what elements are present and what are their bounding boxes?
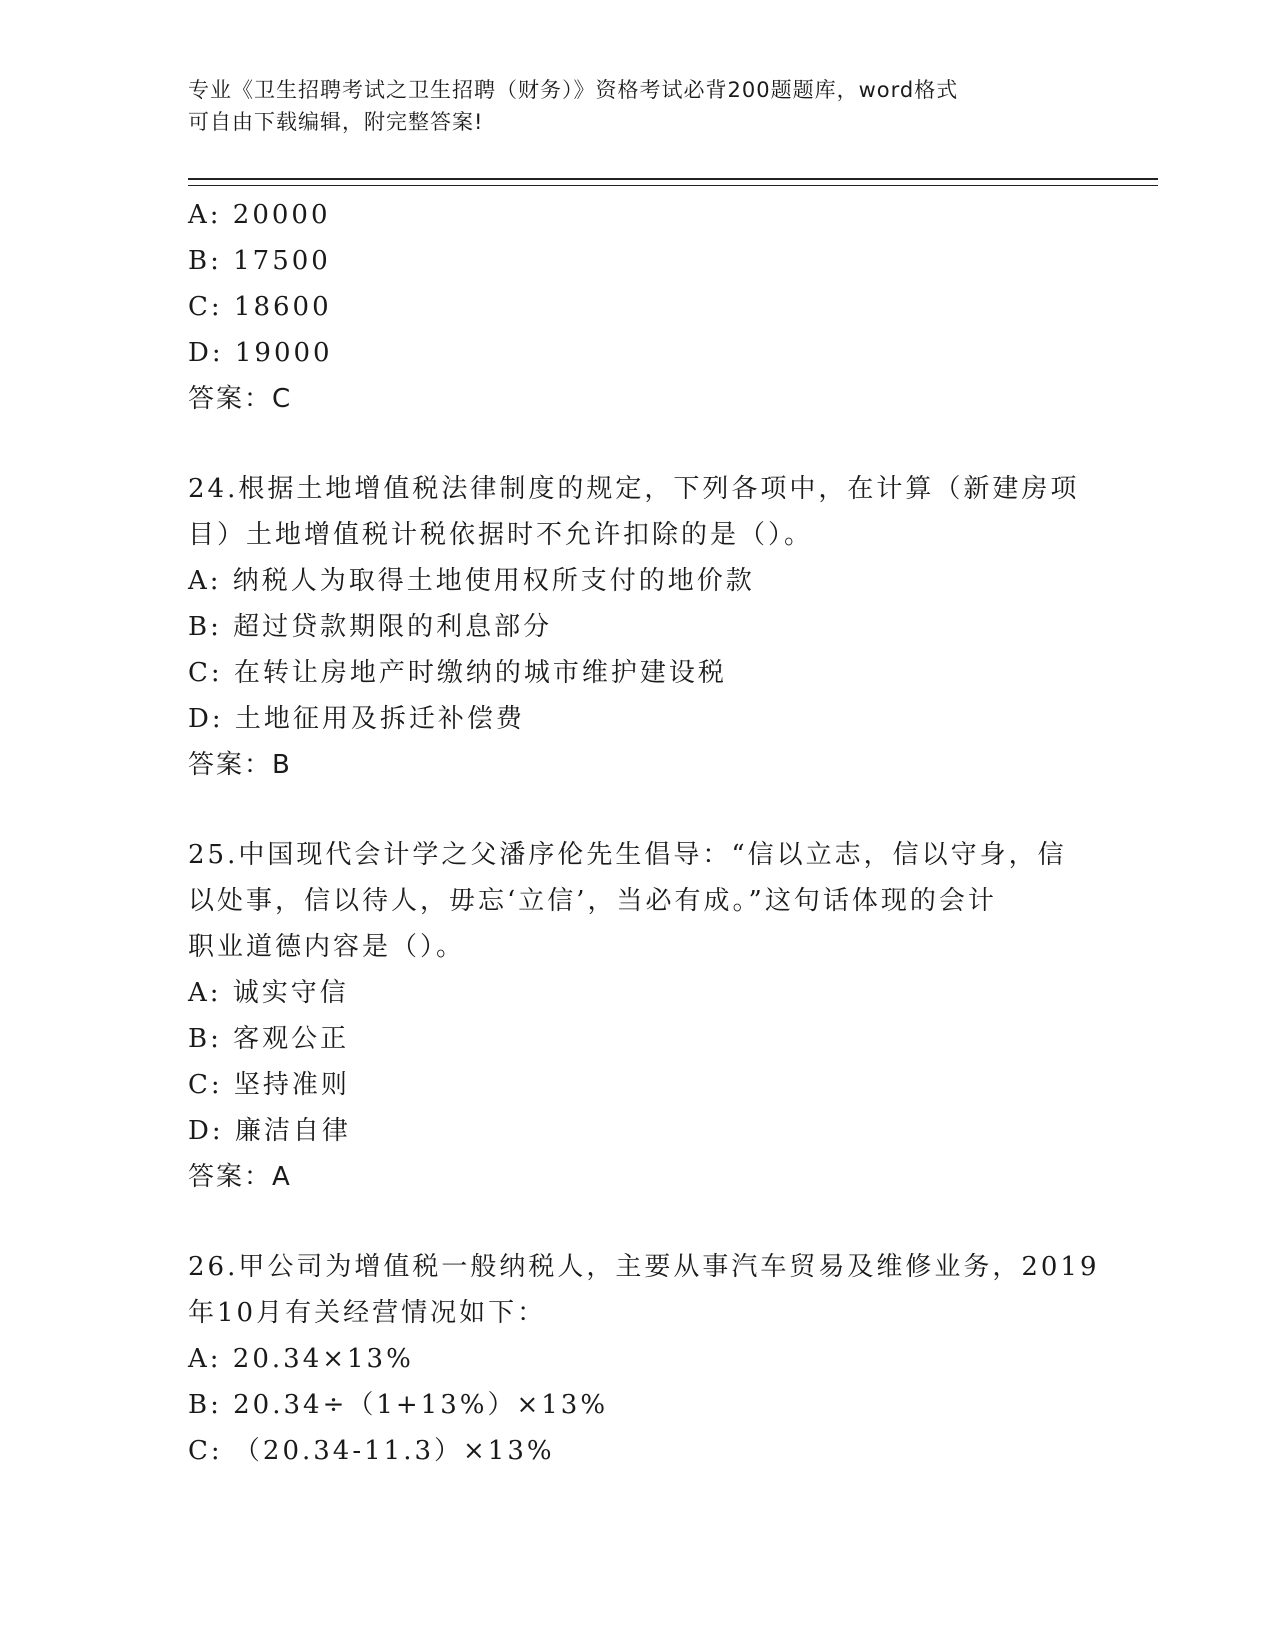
- option-c: C: 18600: [188, 292, 332, 322]
- option-c: C: 在转让房地产时缴纳的城市维护建设税: [188, 658, 727, 688]
- question-stem-line: 以处事，信以待人，毋忘‘立信’，当必有成。”这句话体现的会计: [188, 886, 997, 916]
- question-list: [188, 192, 1100, 1474]
- option-b: B: 17500: [188, 246, 331, 276]
- spacer: [188, 422, 1088, 466]
- question-stem-line: 年10月有关经营情况如下：: [188, 1298, 547, 1328]
- option-b: B: 20.34÷（1+13%）×13%: [188, 1390, 609, 1420]
- question-26: [188, 1244, 1100, 1474]
- spacer: [188, 788, 1088, 832]
- option-d: D: 廉洁自律: [188, 1116, 351, 1146]
- spacer: [188, 1200, 1088, 1244]
- header-divider: [188, 178, 1158, 186]
- question-stem-line: 26.甲公司为增值税一般纳税人，主要从事汽车贸易及维修业务，2019: [188, 1252, 1100, 1282]
- option-d: D: 土地征用及拆迁补偿费: [188, 704, 525, 734]
- header-title-line-1: 专业《卫生招聘考试之卫生招聘（财务）》资格考试必背200题题库，word格式: [188, 78, 959, 102]
- question-stem-line: 24.根据土地增值税法律制度的规定，下列各项中，在计算（新建房项: [188, 474, 1080, 504]
- option-a: A: 诚实守信: [188, 978, 349, 1008]
- document-header: [188, 74, 1088, 138]
- option-c: C: （20.34-11.3）×13%: [188, 1436, 555, 1466]
- option-d: D: 19000: [188, 338, 333, 368]
- option-b: B: 超过贷款期限的利息部分: [188, 612, 553, 642]
- option-a: A: 20000: [188, 200, 331, 230]
- question-23: [188, 192, 1088, 422]
- question-24: [188, 466, 1088, 788]
- question-stem-line: 目）土地增值税计税依据时不允许扣除的是（）。: [188, 520, 814, 550]
- option-c: C: 坚持准则: [188, 1070, 350, 1100]
- option-a: A: 纳税人为取得土地使用权所支付的地价款: [188, 566, 755, 596]
- answer-label: 答案：B: [188, 750, 292, 780]
- question-25: [188, 832, 1088, 1200]
- question-stem-line: 25.中国现代会计学之父潘序伦先生倡导：“信以立志，信以守身，信: [188, 840, 1067, 870]
- question-stem-line: 职业道德内容是（）。: [188, 932, 466, 962]
- answer-label: 答案：C: [188, 384, 293, 414]
- answer-label: 答案：A: [188, 1162, 292, 1192]
- option-a: A: 20.34×13%: [188, 1344, 414, 1374]
- option-b: B: 客观公正: [188, 1024, 350, 1054]
- header-title-line-2: 可自由下载编辑，附完整答案!: [188, 110, 484, 134]
